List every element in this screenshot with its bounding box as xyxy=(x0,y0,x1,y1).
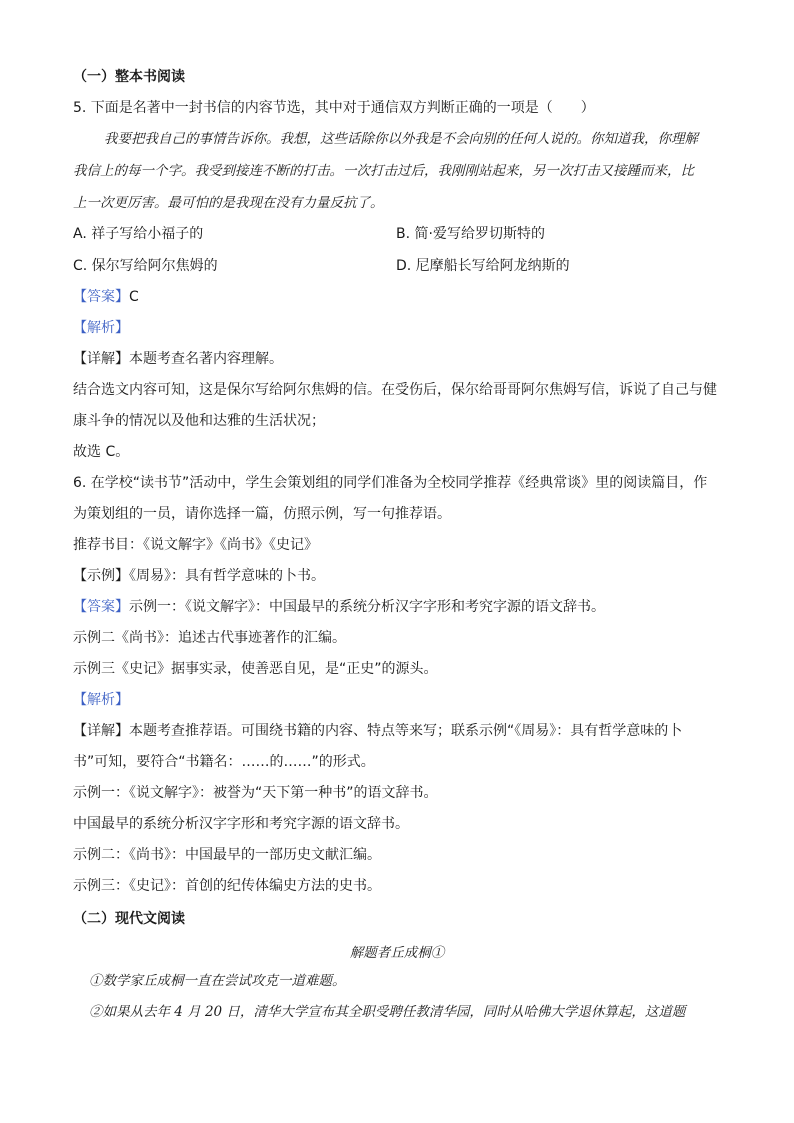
detail-text: 本题考查推荐语。可围绕书籍的内容、特点等来写；联系示例“《周易》：具有哲学意味的卜 xyxy=(129,723,683,739)
q6-detail-line-3: 示例一：《说文解字》：被誉为“天下第一种书”的语文辞书。 xyxy=(73,785,438,801)
option-d: D. 尼摩船长写给阿龙纳斯的 xyxy=(396,258,570,274)
q5-analysis-tag: 【解析】 xyxy=(73,320,129,336)
q5-answer xyxy=(73,288,139,306)
article-title: 解题者丘成桐① xyxy=(349,945,445,961)
option-c: C. 保尔写给阿尔焦姆的 xyxy=(73,258,218,274)
q6-detail-line-1 xyxy=(73,722,682,740)
section-title-whole-book: （一）整本书阅读 xyxy=(73,69,185,85)
q5-body-line-2: 康斗争的情况以及他和达雅的生活状况； xyxy=(73,413,325,429)
recommended-books: 推荐书目：《说文解字》《尚书》《史记》 xyxy=(73,537,318,553)
q5-body-line-1: 结合选文内容可知，这是保尔写给阿尔焦姆的信。在受伤后，保尔给哥哥阿尔焦姆写信，诉说了自己与健 xyxy=(73,382,717,398)
q5-body-line-3: 故选 C。 xyxy=(73,444,130,460)
article-para-2: ②如果从去年 4 月 20 日，清华大学宣布其全职受聘任教清华园，同时从哈佛大学退休算起，这道题 xyxy=(89,1004,686,1020)
detail-tag: 【详解】 xyxy=(73,351,129,367)
q6-detail-line-2: 书”可知，要符合“书籍名：……的……”的形式。 xyxy=(73,754,375,770)
q6-detail-line-6: 示例三：《史记》：首创的纪传体编史方法的史书。 xyxy=(73,878,381,894)
q5-detail xyxy=(73,350,283,368)
answer-value: C xyxy=(129,289,139,305)
q6-detail-line-4: 中国最早的系统分析汉字字形和考究字源的语文辞书。 xyxy=(73,816,409,832)
option-b: B. 简·爱写给罗切斯特的 xyxy=(396,226,545,242)
letter-excerpt-line-2: 我信上的每一个字。我受到接连不断的打击。一次打击过后，我刚刚站起来，另一次打击又接踵而来，比 xyxy=(73,163,694,179)
q6-analysis-tag: 【解析】 xyxy=(73,692,129,708)
letter-excerpt-line-1: 我要把我自己的事情告诉你。我想，这些话除你以外我是不会向别的任何人说的。你知道我，你理解 xyxy=(104,131,698,147)
q6-answer-line-2: 示例二《尚书》：追述古代事迹著作的汇编。 xyxy=(73,630,346,646)
article-para-1: ①数学家丘成桐一直在尝试攻克一道难题。 xyxy=(89,973,346,989)
option-a: A. 祥子写给小福子的 xyxy=(73,226,204,242)
question-6-stem-line-1: 6. 在学校“读书节”活动中，学生会策划组的同学们准备为全校同学推荐《经典常谈》里的阅读篇目，作 xyxy=(73,475,708,491)
question-5-stem: 5. 下面是名著中一封书信的内容节选，其中对于通信双方判断正确的一项是（ ） xyxy=(73,100,595,116)
q6-answer-line-3: 示例三《史记》据事实录，使善恶自见，是“正史”的源头。 xyxy=(73,661,438,677)
answer-tag: 【答案】 xyxy=(73,289,129,305)
question-6-stem-line-2: 为策划组的一员，请你选择一篇，仿照示例，写一句推荐语。 xyxy=(73,506,451,522)
detail-text: 本题考查名著内容理解。 xyxy=(129,351,283,367)
q6-detail-line-5: 示例二：《尚书》：中国最早的一部历史文献汇编。 xyxy=(73,847,381,863)
answer-tag: 【答案】 xyxy=(73,599,129,615)
answer-text: 示例一：《说文解字》：中国最早的系统分析汉字字形和考究字源的语文辞书。 xyxy=(129,599,605,615)
letter-excerpt-line-3: 上一次更厉害。最可怕的是我现在没有力量反抗了。 xyxy=(73,195,384,211)
detail-tag: 【详解】 xyxy=(73,723,129,739)
section-title-modern-text: （二）现代文阅读 xyxy=(73,911,185,927)
example-line: 【示例】《周易》：具有哲学意味的卜书。 xyxy=(73,568,325,584)
q6-answer-line-1 xyxy=(73,598,605,616)
